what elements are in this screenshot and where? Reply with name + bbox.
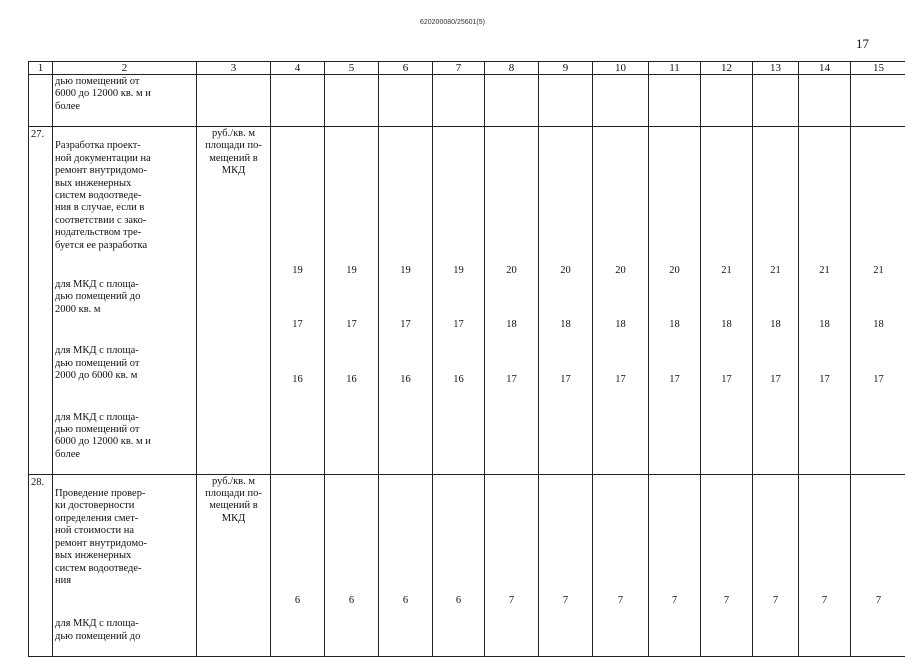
- header-cell: 1: [29, 62, 53, 75]
- value: 17: [593, 374, 648, 386]
- value: 17: [539, 374, 592, 386]
- value: 6: [271, 595, 324, 607]
- subrow-description: для МКД с площа- дью помещений до 2000 кв. м: [55, 279, 194, 333]
- value: 6: [433, 595, 484, 607]
- value: 18: [799, 319, 850, 331]
- header-cell: 9: [539, 62, 593, 75]
- value: 18: [649, 319, 700, 331]
- value: 18: [701, 319, 752, 331]
- table-row: [29, 75, 905, 127]
- value: 20: [539, 265, 592, 277]
- value: 17: [433, 319, 484, 331]
- header-cell: 6: [379, 62, 433, 75]
- header-cell: 7: [433, 62, 485, 75]
- value-cell: [753, 75, 799, 127]
- header-cell: 14: [799, 62, 851, 75]
- value-cell: [753, 127, 799, 475]
- value: 16: [433, 374, 484, 386]
- value: 20: [649, 265, 700, 277]
- value: 18: [485, 319, 538, 331]
- value-cell: [799, 75, 851, 127]
- value-cell: [485, 75, 539, 127]
- subrow-description: для МКД с площа- дью помещений до: [55, 618, 194, 643]
- row-number: 28.: [29, 474, 53, 656]
- value: 19: [433, 265, 484, 277]
- header-cell: 11: [649, 62, 701, 75]
- value: 7: [649, 595, 700, 607]
- value: 6: [379, 595, 432, 607]
- value-cell: [433, 127, 485, 475]
- value: 16: [325, 374, 378, 386]
- value-cell: [325, 474, 379, 656]
- header-cell: 3: [197, 62, 271, 75]
- value: 6: [325, 595, 378, 607]
- header-cell: 15: [851, 62, 905, 75]
- value-cell: [539, 75, 593, 127]
- row-unit: руб./кв. м площади по- мещений в МКД: [197, 474, 271, 656]
- value-cell: [485, 474, 539, 656]
- header-cell: 10: [593, 62, 649, 75]
- value-cell: [325, 127, 379, 475]
- value-cell: [271, 75, 325, 127]
- value: 17: [753, 374, 798, 386]
- header-cell: 4: [271, 62, 325, 75]
- value: 16: [271, 374, 324, 386]
- value-cell: [271, 474, 325, 656]
- value-cell: [593, 75, 649, 127]
- value-cell: [649, 127, 701, 475]
- value: 21: [851, 265, 905, 277]
- value: 20: [593, 265, 648, 277]
- value: 17: [271, 319, 324, 331]
- header-cell: 2: [53, 62, 197, 75]
- value: 7: [701, 595, 752, 607]
- value-cell: [701, 127, 753, 475]
- value: 7: [753, 595, 798, 607]
- value-cell: [799, 474, 851, 656]
- value: 7: [851, 595, 905, 607]
- value: 18: [593, 319, 648, 331]
- value: 17: [799, 374, 850, 386]
- value: 18: [851, 319, 905, 331]
- value-cell: [379, 75, 433, 127]
- value-cell: [649, 474, 701, 656]
- value-cell: [379, 474, 433, 656]
- value: 19: [325, 265, 378, 277]
- value: 7: [539, 595, 592, 607]
- value: 19: [379, 265, 432, 277]
- value-cell: [271, 127, 325, 475]
- value-cell: [701, 75, 753, 127]
- row-description: [53, 474, 197, 656]
- value-cell: [593, 474, 649, 656]
- value: 7: [799, 595, 850, 607]
- value-cell: [851, 127, 905, 475]
- item-title: Разработка проект- ной документации на ремонт внутридомо- вых инженерных систем водоотведе- ния в случае, если в соответствии с зако- нодательством тре- буется ее разработка: [55, 140, 194, 266]
- value-cell: [433, 75, 485, 127]
- value-cell: [851, 474, 905, 656]
- row-unit: [197, 75, 271, 127]
- page-number: 17: [856, 36, 869, 52]
- row-unit: руб./кв. м площади по- мещений в МКД: [197, 127, 271, 475]
- table-row: [29, 474, 905, 656]
- value: 7: [485, 595, 538, 607]
- value: 20: [485, 265, 538, 277]
- tariff-table: [28, 61, 905, 657]
- value-cell: [379, 127, 433, 475]
- row-number: 27.: [29, 127, 53, 475]
- row-description: дью помещений от 6000 до 12000 кв. м и более: [53, 75, 197, 127]
- table-row: [29, 127, 905, 475]
- header-cell: 5: [325, 62, 379, 75]
- row-number: [29, 75, 53, 127]
- value-cell: [649, 75, 701, 127]
- subrow-description: для МКД с площа- дью помещений от 6000 до 12000 кв. м и более: [55, 412, 194, 462]
- value: 21: [753, 265, 798, 277]
- value-cell: [701, 474, 753, 656]
- value-cell: [539, 474, 593, 656]
- value: 17: [379, 319, 432, 331]
- subrow-description: для МКД с площа- дью помещений от 2000 до 6000 кв. м: [55, 345, 194, 399]
- value-cell: [799, 127, 851, 475]
- value: 7: [593, 595, 648, 607]
- value: 17: [851, 374, 905, 386]
- value-cell: [433, 474, 485, 656]
- value-cell: [539, 127, 593, 475]
- header-cell: 12: [701, 62, 753, 75]
- value-cell: [593, 127, 649, 475]
- header-cell: 8: [485, 62, 539, 75]
- value-cell: [851, 75, 905, 127]
- value: 17: [649, 374, 700, 386]
- value: 18: [539, 319, 592, 331]
- value: 17: [325, 319, 378, 331]
- value: 21: [799, 265, 850, 277]
- value-cell: [753, 474, 799, 656]
- value-cell: [325, 75, 379, 127]
- row-description: [53, 127, 197, 475]
- value: 17: [701, 374, 752, 386]
- header-row: [29, 62, 905, 75]
- value: 17: [485, 374, 538, 386]
- value-cell: [485, 127, 539, 475]
- value: 19: [271, 265, 324, 277]
- value: 18: [753, 319, 798, 331]
- value: 21: [701, 265, 752, 277]
- document-code: 620200080/25601(5): [0, 19, 905, 26]
- header-cell: 13: [753, 62, 799, 75]
- value: 16: [379, 374, 432, 386]
- item-title: Проведение провер- ки достоверности определения смет- ной стоимости на ремонт внутридомо- вых инженерных систем водоотведе- ния: [55, 488, 194, 606]
